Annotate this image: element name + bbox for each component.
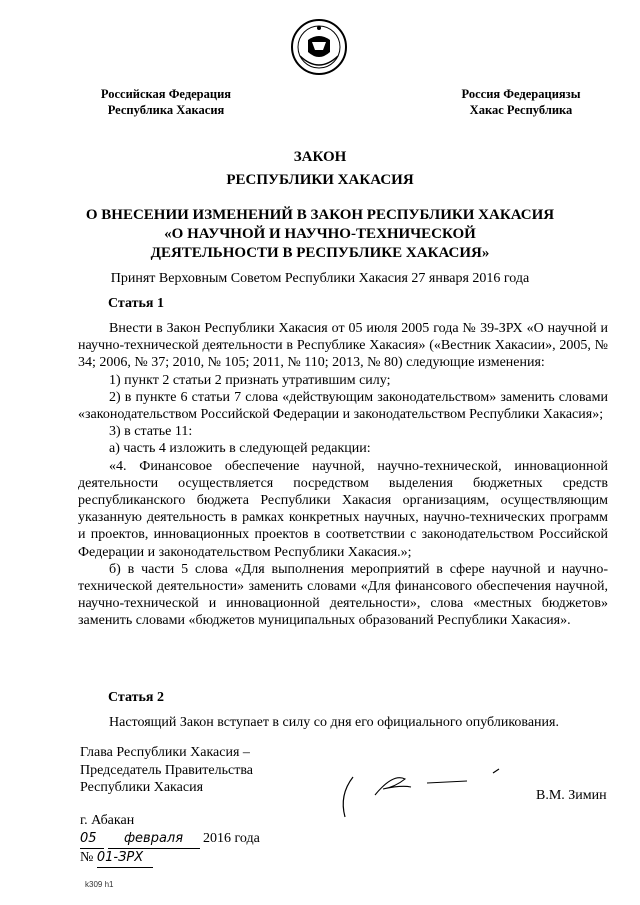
signatory-title-line3: Республики Хакасия xyxy=(80,780,204,795)
header-left-line1: Российская Федерация xyxy=(100,87,232,101)
article1-paragraph: 2) в пункте 6 статьи 7 слова «действующим законодательством» заменить словами «законодательством Российской Федерации и законодательством Республики Хакасия»; xyxy=(78,389,608,423)
article1-paragraph: Внести в Закон Республики Хакасия от 05 июля 2005 года № 39-ЗРХ «О научной и научно-технической деятельности в Республике Хакасия» («Вестник Хакасии», 2005, № 34; 2006, № 37; 2010, № 105; 2011, № 110; 2013, № 80) следующие изменения: xyxy=(78,321,608,371)
signatory-title xyxy=(80,744,253,797)
article1-paragraph: 3) в статье 11: xyxy=(109,424,193,440)
article1-paragraph: «4. Финансовое обеспечение научной, научно-технической, инновационной деятельности осуществляется посредством выделения бюджетных средств республиканского бюджета Республики Хакасия организациям, осуществляющим указанную деятельность в рамках конкретных научных, научно-технических программ и проектов, инновационных проектов в соответствии с законодательством Российской Федерации и законодательством Республики Хакасия.»; xyxy=(78,458,608,560)
article1-paragraph: 1) пункт 2 статьи 2 признать утратившим силу; xyxy=(109,372,391,388)
coat-of-arms-emblem xyxy=(290,18,348,76)
law-title xyxy=(40,148,600,190)
header-right xyxy=(446,86,596,118)
law-number: 01-ЗРХ xyxy=(97,849,153,868)
article2-body xyxy=(78,714,608,731)
law-title-line1: ЗАКОН xyxy=(293,149,347,165)
header-left-line2: Республика Хакасия xyxy=(107,103,225,117)
number-line xyxy=(80,849,260,868)
header-left xyxy=(80,86,252,118)
date-line xyxy=(80,830,260,849)
handwritten-signature xyxy=(335,765,515,825)
date-month: февраля xyxy=(108,830,200,849)
article1-paragraph: б) в части 5 слова «Для выполнения мероприятий в сфере научной и научно-технической деятельности» заменить словами «Для финансового обеспечения научной, научно-технической и инновационной деятельности», слова «местных бюджетов» заменить словами «бюджетов муниципальных образований Республики Хакасия». xyxy=(78,561,608,629)
city: г. Абакан xyxy=(80,813,135,828)
law-subject-line2: «О НАУЧНОЙ И НАУЧНО-ТЕХНИЧЕСКОЙ xyxy=(164,226,476,242)
number-prefix: № xyxy=(80,850,94,865)
article2-paragraph: Настоящий Закон вступает в силу со дня его официального опубликования. xyxy=(109,715,559,730)
law-title-line2: РЕСПУБЛИКИ ХАКАСИЯ xyxy=(226,172,414,188)
signatory-name: В.М. Зимин xyxy=(536,788,607,803)
article2-heading: Статья 2 xyxy=(108,690,164,705)
law-subject-line3: ДЕЯТЕЛЬНОСТИ В РЕСПУБЛИКЕ ХАКАСИЯ» xyxy=(150,245,490,261)
date-year: 2016 года xyxy=(203,831,260,846)
header-right-line1: Россия Федерациязы xyxy=(461,87,581,101)
header-right-line2: Хакас Республика xyxy=(469,103,573,117)
date-day: 05 xyxy=(80,830,104,849)
law-subject xyxy=(40,206,600,263)
law-subject-line1: О ВНЕСЕНИИ ИЗМЕНЕНИЙ В ЗАКОН РЕСПУБЛИКИ ХАКАСИЯ xyxy=(85,207,555,223)
signatory-title-line1: Глава Республики Хакасия – xyxy=(80,745,250,760)
article1-body xyxy=(78,320,608,630)
signatory-title-line2: Председатель Правительства xyxy=(80,762,253,778)
article1-heading: Статья 1 xyxy=(108,296,164,311)
place-date-block xyxy=(80,812,260,868)
adoption-note: Принят Верховным Советом Республики Хакасия 27 января 2016 года xyxy=(110,271,530,286)
article1-paragraph: а) часть 4 изложить в следующей редакции: xyxy=(109,441,371,457)
footer-code: k309 h1 xyxy=(85,880,114,889)
